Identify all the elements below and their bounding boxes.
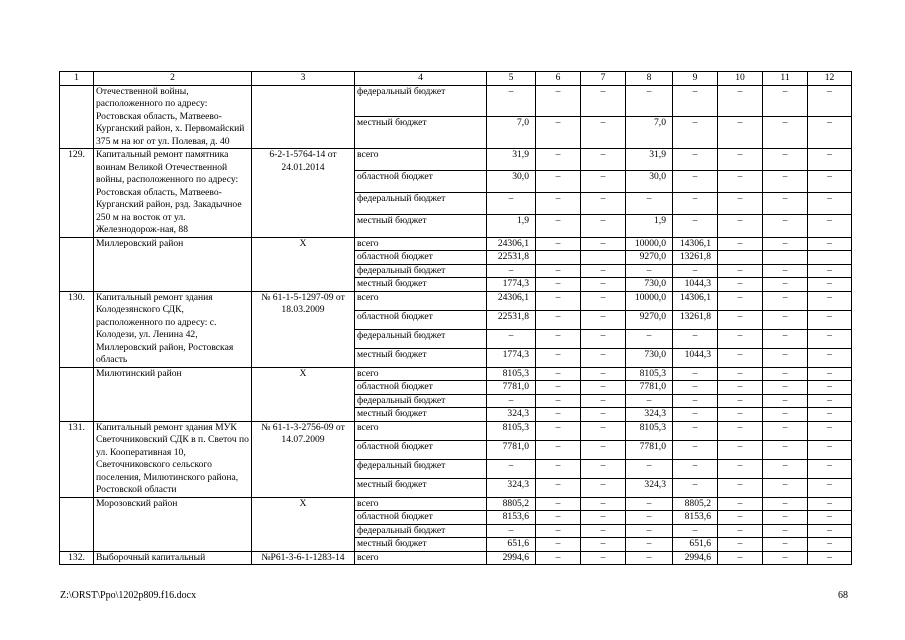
amount-cell: – [763,310,808,329]
amount-cell: 10000,0 [626,237,673,251]
amount-cell: – [581,348,626,367]
amount-cell: – [808,348,852,367]
amount-cell: – [763,171,808,193]
amount-cell: 7781,0 [626,440,673,459]
amount-cell: – [673,149,718,171]
column-header: 5 [487,72,536,86]
amount-cell: – [581,367,626,381]
table-row [60,291,852,310]
amount-cell: – [763,367,808,381]
amount-cell: – [808,367,852,381]
amount-cell: – [718,408,763,422]
funding-source: местный бюджет [355,408,487,422]
amount-cell: – [673,264,718,278]
amount-cell: – [718,511,763,525]
amount-cell: – [581,381,626,395]
row-number: 132. [60,551,94,565]
table-row [60,237,852,251]
amount-cell: – [626,497,673,511]
document-reference: Х [252,237,355,291]
amount-cell: – [808,193,852,215]
funding-source: федеральный бюджет [355,193,487,215]
amount-cell: – [718,524,763,538]
funding-source: федеральный бюджет [355,459,487,478]
amount-cell: – [626,524,673,538]
amount-cell: – [581,551,626,565]
amount-cell: – [536,193,581,215]
amount-cell: – [487,85,536,117]
amount-cell: – [581,524,626,538]
amount-cell: – [763,524,808,538]
amount-cell: – [581,408,626,422]
amount-cell: – [808,440,852,459]
amount-cell: – [626,85,673,117]
amount-cell: – [626,394,673,408]
column-header: 7 [581,72,626,86]
amount-cell: – [581,440,626,459]
funding-source: местный бюджет [355,117,487,149]
amount-cell: – [536,524,581,538]
object-description: Морозовский район [94,497,252,551]
funding-source: всего [355,237,487,251]
amount-cell: 7781,0 [487,381,536,395]
amount-cell: – [536,551,581,565]
document-reference: № 61-1-3-2756-09 от 14.07.2009 [252,421,355,497]
amount-cell [718,251,763,265]
amount-cell: – [808,408,852,422]
amount-cell: – [536,310,581,329]
amount-cell: – [581,149,626,171]
amount-cell: – [536,171,581,193]
amount-cell: – [673,394,718,408]
page-number: 68 [838,590,848,601]
header-row [60,72,852,86]
amount-cell: 8805,2 [673,497,718,511]
amount-cell: – [763,348,808,367]
row-number [60,237,94,291]
object-description: Капитальный ремонт здания Колодезянского СДК, расположенного по адресу: с. Колодези, ул. Ленина 42, Миллеровский район, Ростовская область [94,291,252,367]
amount-cell: – [763,421,808,440]
amount-cell: 7,0 [626,117,673,149]
amount-cell: – [536,291,581,310]
amount-cell: – [536,511,581,525]
amount-cell: – [581,215,626,237]
amount-cell: – [536,85,581,117]
document-reference [252,85,355,149]
amount-cell: – [626,459,673,478]
amount-cell: – [673,117,718,149]
amount-cell: – [763,329,808,348]
amount-cell: – [763,85,808,117]
funding-source: всего [355,551,487,565]
object-description: Капитальный ремонт памятника воинам Великой Отечественной войны, расположенного по адресу: Ростовская область, Матвеево-Курганский район, рзд. Закадычное 250 м на восток от ул. Железнодорож-ная, 88 [94,149,252,238]
amount-cell: – [718,237,763,251]
amount-cell: 730,0 [626,348,673,367]
amount-cell: – [626,193,673,215]
funding-source: местный бюджет [355,278,487,292]
amount-cell: 324,3 [487,408,536,422]
amount-cell [536,251,581,265]
amount-cell: – [808,421,852,440]
amount-cell: – [808,538,852,552]
amount-cell: – [808,310,852,329]
amount-cell: – [673,215,718,237]
amount-cell: 13261,8 [673,251,718,265]
amount-cell: – [718,478,763,497]
amount-cell: – [536,497,581,511]
funding-source: местный бюджет [355,215,487,237]
funding-source: областной бюджет [355,440,487,459]
funding-source: федеральный бюджет [355,264,487,278]
amount-cell: – [536,215,581,237]
table-row [60,85,852,117]
amount-cell: – [536,264,581,278]
amount-cell: – [581,394,626,408]
amount-cell: – [581,421,626,440]
amount-cell: – [763,538,808,552]
row-number: 131. [60,421,94,497]
amount-cell: 1044,3 [673,278,718,292]
funding-source: всего [355,421,487,440]
amount-cell: – [626,551,673,565]
amount-cell: – [673,440,718,459]
column-header: 3 [252,72,355,86]
document-reference: №Р61-3-6-1-1283-14 [252,551,355,565]
table-row [60,149,852,171]
column-header: 2 [94,72,252,86]
amount-cell: – [808,291,852,310]
object-description: Милютинский район [94,367,252,421]
amount-cell: – [763,264,808,278]
row-number: 130. [60,291,94,367]
amount-cell: 2994,6 [487,551,536,565]
amount-cell: – [673,171,718,193]
column-header: 10 [718,72,763,86]
amount-cell: – [673,524,718,538]
amount-cell: – [626,264,673,278]
object-description: Миллеровский район [94,237,252,291]
amount-cell: – [718,149,763,171]
amount-cell: – [718,171,763,193]
amount-cell: – [673,85,718,117]
amount-cell: – [581,117,626,149]
amount-cell: – [536,440,581,459]
amount-cell: – [718,310,763,329]
amount-cell: 324,3 [626,478,673,497]
amount-cell: – [536,478,581,497]
amount-cell: – [581,237,626,251]
amount-cell: – [718,117,763,149]
amount-cell: 8153,6 [487,511,536,525]
column-header: 9 [673,72,718,86]
amount-cell: – [808,85,852,117]
amount-cell: – [718,329,763,348]
amount-cell: 1044,3 [673,348,718,367]
funding-source: областной бюджет [355,381,487,395]
amount-cell: – [763,193,808,215]
amount-cell: 8105,3 [487,421,536,440]
amount-cell: – [808,264,852,278]
amount-cell: 14306,1 [673,237,718,251]
amount-cell: 7781,0 [487,440,536,459]
amount-cell: 8105,3 [487,367,536,381]
amount-cell [808,251,852,265]
amount-cell: – [808,478,852,497]
amount-cell: 1,9 [626,215,673,237]
column-header: 11 [763,72,808,86]
column-header: 6 [536,72,581,86]
amount-cell: – [763,459,808,478]
amount-cell: 10000,0 [626,291,673,310]
object-description: Выборочный капитальный [94,551,252,565]
column-header: 1 [60,72,94,86]
amount-cell: – [808,237,852,251]
amount-cell: – [536,348,581,367]
amount-cell: – [718,551,763,565]
funding-source: областной бюджет [355,171,487,193]
amount-cell: – [763,237,808,251]
amount-cell: – [763,149,808,171]
funding-source: областной бюджет [355,511,487,525]
amount-cell: – [536,381,581,395]
amount-cell: – [718,538,763,552]
amount-cell: – [763,215,808,237]
amount-cell: – [808,329,852,348]
amount-cell: – [718,264,763,278]
amount-cell: 24306,1 [487,237,536,251]
amount-cell: – [536,237,581,251]
amount-cell: – [808,459,852,478]
amount-cell: 31,9 [487,149,536,171]
funding-source: федеральный бюджет [355,85,487,117]
object-description: Капитальный ремонт здания МУК Светочниковский СДК в п. Светоч по ул. Кооперативная 10, Светочниковского сельского поселения, Милютинского района, Ростовской области [94,421,252,497]
amount-cell: – [536,117,581,149]
amount-cell: – [536,408,581,422]
amount-cell: – [487,329,536,348]
object-description: Отечественной войны, расположенного по адресу: Ростовская область, Матвеево-Курганский район, х. Первомайский 375 м на юг от ул. Полевая, д. 40 [94,85,252,149]
amount-cell [581,251,626,265]
amount-cell: – [718,193,763,215]
amount-cell: 7,0 [487,117,536,149]
table-row [60,367,852,381]
amount-cell: – [673,367,718,381]
amount-cell: – [763,381,808,395]
amount-cell: – [808,394,852,408]
amount-cell: – [581,459,626,478]
amount-cell: – [487,193,536,215]
amount-cell: – [673,381,718,395]
amount-cell: – [673,478,718,497]
amount-cell: – [808,278,852,292]
amount-cell: – [808,149,852,171]
table-row [60,421,852,440]
amount-cell [763,251,808,265]
amount-cell: 1774,3 [487,348,536,367]
amount-cell: 8105,3 [626,421,673,440]
column-header: 12 [808,72,852,86]
column-header: 4 [355,72,487,86]
amount-cell: 651,6 [673,538,718,552]
amount-cell: – [581,264,626,278]
amount-cell: 2994,6 [673,551,718,565]
amount-cell: – [536,538,581,552]
amount-cell: – [808,381,852,395]
amount-cell: – [808,215,852,237]
amount-cell: – [536,278,581,292]
amount-cell: – [808,511,852,525]
amount-cell: – [763,291,808,310]
amount-cell: – [536,329,581,348]
funding-source: местный бюджет [355,538,487,552]
amount-cell: 22531,8 [487,251,536,265]
amount-cell: – [581,478,626,497]
amount-cell: 8153,6 [673,511,718,525]
amount-cell: – [808,551,852,565]
amount-cell: – [673,408,718,422]
amount-cell: – [718,215,763,237]
row-number [60,367,94,421]
amount-cell: – [581,171,626,193]
amount-cell: – [487,459,536,478]
amount-cell: – [581,193,626,215]
amount-cell: – [808,524,852,538]
table-row [60,497,852,511]
document-reference: № 61-1-5-1297-09 от 18.03.2009 [252,291,355,367]
amount-cell: – [581,511,626,525]
amount-cell: – [536,149,581,171]
amount-cell: 9270,0 [626,310,673,329]
amount-cell: – [673,421,718,440]
amount-cell: – [763,278,808,292]
table-row [60,551,852,565]
budget-table [59,71,852,565]
amount-cell: – [763,497,808,511]
amount-cell: 7781,0 [626,381,673,395]
amount-cell: 324,3 [626,408,673,422]
row-number: 129. [60,149,94,238]
amount-cell: – [536,421,581,440]
amount-cell: – [626,329,673,348]
amount-cell: 8805,2 [487,497,536,511]
amount-cell: – [718,381,763,395]
amount-cell: 30,0 [487,171,536,193]
amount-cell: – [581,291,626,310]
amount-cell: 8105,3 [626,367,673,381]
amount-cell: – [763,478,808,497]
amount-cell: 324,3 [487,478,536,497]
funding-source: областной бюджет [355,310,487,329]
amount-cell: – [626,538,673,552]
funding-source: местный бюджет [355,478,487,497]
amount-cell: – [673,193,718,215]
funding-source: областной бюджет [355,251,487,265]
document-reference: Х [252,497,355,551]
amount-cell: 31,9 [626,149,673,171]
amount-cell: – [718,440,763,459]
funding-source: федеральный бюджет [355,394,487,408]
amount-cell: 14306,1 [673,291,718,310]
amount-cell: – [808,171,852,193]
amount-cell: – [808,117,852,149]
funding-source: местный бюджет [355,348,487,367]
amount-cell: – [581,85,626,117]
amount-cell: 22531,8 [487,310,536,329]
amount-cell: – [673,329,718,348]
funding-source: федеральный бюджет [355,524,487,538]
amount-cell: – [763,440,808,459]
row-number [60,85,94,149]
amount-cell: – [718,367,763,381]
amount-cell: 24306,1 [487,291,536,310]
amount-cell: – [718,421,763,440]
amount-cell: – [487,394,536,408]
amount-cell: – [763,511,808,525]
amount-cell: 651,6 [487,538,536,552]
amount-cell: – [626,511,673,525]
funding-source: федеральный бюджет [355,329,487,348]
amount-cell: – [763,551,808,565]
amount-cell: – [718,85,763,117]
amount-cell: – [536,367,581,381]
amount-cell: – [673,459,718,478]
amount-cell: – [718,394,763,408]
amount-cell: – [718,348,763,367]
amount-cell: – [763,117,808,149]
column-header: 8 [626,72,673,86]
amount-cell: – [718,459,763,478]
funding-source: всего [355,149,487,171]
amount-cell: – [718,291,763,310]
amount-cell: – [536,394,581,408]
amount-cell: 30,0 [626,171,673,193]
row-number [60,497,94,551]
amount-cell: – [718,278,763,292]
amount-cell: – [581,538,626,552]
funding-source: всего [355,367,487,381]
amount-cell: – [763,408,808,422]
amount-cell: – [581,310,626,329]
amount-cell: – [581,497,626,511]
amount-cell: – [487,524,536,538]
document-reference: 6-2-1-5764-14 от 24.01.2014 [252,149,355,238]
amount-cell: – [581,278,626,292]
amount-cell: – [763,394,808,408]
amount-cell: 1,9 [487,215,536,237]
amount-cell: 1774,3 [487,278,536,292]
amount-cell: 9270,0 [626,251,673,265]
document-reference: Х [252,367,355,421]
funding-source: всего [355,291,487,310]
amount-cell: – [487,264,536,278]
amount-cell: – [536,459,581,478]
amount-cell: – [718,497,763,511]
file-path: Z:\ORST\Ppo\1202p809.f16.docx [60,590,197,601]
funding-source: всего [355,497,487,511]
amount-cell: – [808,497,852,511]
amount-cell: 730,0 [626,278,673,292]
amount-cell: 13261,8 [673,310,718,329]
amount-cell: – [581,329,626,348]
